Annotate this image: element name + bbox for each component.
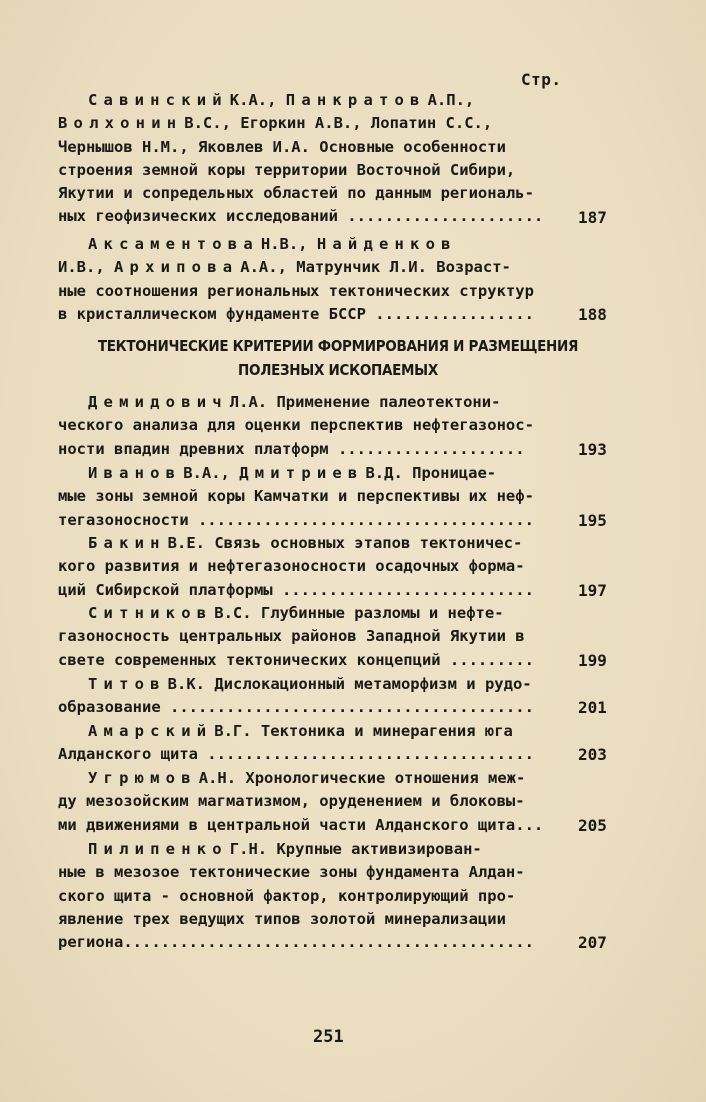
toc-entry-text — [58, 696, 534, 719]
author-surname: Демидович — [88, 393, 228, 411]
toc-entry-line — [58, 182, 618, 205]
toc-entry-text — [58, 790, 525, 813]
toc-entry-text — [88, 602, 504, 625]
toc-entry-line — [58, 303, 618, 326]
toc-page-number: 199 — [578, 650, 607, 670]
toc-text-segment: ные соотношения региональных тектонических структур — [58, 281, 534, 300]
toc-entry-line — [58, 673, 618, 696]
toc-text-segment: А.Н. Хронологические отношения меж- — [198, 769, 526, 787]
toc-entry — [58, 233, 618, 326]
toc-page-number: 195 — [578, 510, 607, 530]
toc-entry-line — [58, 532, 618, 555]
toc-text-segment: строения земной коры территории Восточной Сибири, — [58, 160, 516, 179]
toc-entry-line — [58, 89, 618, 112]
toc-entry — [58, 89, 618, 229]
toc-entry-text — [58, 280, 534, 303]
toc-entry-text — [58, 579, 534, 602]
author-surname: Угрюмов — [88, 769, 197, 787]
toc-entry-text — [58, 438, 525, 461]
author-surname: Волхонин — [58, 114, 183, 133]
page-number: 251 — [313, 1027, 344, 1047]
toc-page-number: 205 — [578, 815, 607, 835]
toc-text-segment: мые зоны земной коры Камчатки и перспективы их неф- — [58, 487, 534, 506]
toc-entry-line — [58, 462, 618, 485]
toc-entry-text — [58, 555, 525, 578]
toc-text-segment: кого развития и нефтегазоносности осадочных форма- — [58, 557, 525, 576]
toc-entry — [58, 720, 618, 767]
toc-page-number: 193 — [578, 439, 607, 459]
toc-entry-text — [58, 908, 506, 931]
toc-entry-text — [58, 414, 534, 437]
toc-entry-text — [58, 861, 525, 884]
toc-text-segment: В.Г. Тектоника и минерагения юга — [214, 722, 513, 740]
toc-entry-line — [58, 509, 618, 532]
toc-text-segment: В.Д. Проницае- — [365, 464, 497, 482]
toc-entry-text — [88, 532, 522, 555]
author-surname: Найденков — [316, 235, 457, 253]
toc-entry-text — [58, 205, 543, 228]
toc-text-segment: газоносность центральных районов Западной Якутии в — [58, 627, 525, 646]
toc-entry-line — [58, 555, 618, 578]
toc-text-segment: ского щита - основной фактор, контролирующий про- — [58, 886, 516, 905]
author-surname: Амарский — [88, 722, 213, 740]
toc-text-segment: Г.Н. Крупные активизирован- — [229, 840, 482, 858]
toc-entry-line — [58, 579, 618, 602]
toc-text-segment: А.А., Матрунчик Л.И. Возраст- — [240, 258, 511, 277]
page-column-label: Стр. — [521, 70, 562, 89]
toc-entry-line — [58, 767, 618, 790]
toc-entry-text — [58, 112, 492, 135]
toc-entry-line — [58, 233, 618, 256]
author-surname: Савинский — [88, 91, 228, 109]
toc-entry-line — [58, 485, 618, 508]
toc-entry — [58, 462, 618, 532]
toc-entry-text — [58, 159, 515, 182]
section-heading-line: ПОЛЕЗНЫХ ИСКОПАЕМЫХ — [238, 361, 438, 379]
toc-entry-line — [58, 885, 618, 908]
toc-text-segment: ческого анализа для оценки перспектив нефтегазонос- — [58, 416, 534, 435]
toc-entry-line — [58, 280, 618, 303]
author-surname: Ситников — [88, 604, 213, 622]
toc-text-segment: Л.А. Применение палеотектони- — [229, 393, 501, 411]
toc-entry-line — [58, 602, 618, 625]
toc-entry-line — [58, 438, 618, 461]
toc-entry-line — [58, 908, 618, 931]
toc-entry-text — [58, 256, 511, 279]
toc-text-segment: ности впадин древних платформ .................... — [58, 439, 525, 458]
toc-entry-line — [58, 414, 618, 437]
toc-entry-text — [88, 767, 525, 790]
toc-entry-line — [58, 256, 618, 279]
toc-entry-text — [58, 814, 543, 837]
toc-text-segment: Н.В., — [260, 235, 317, 253]
toc-entry-text — [88, 233, 459, 256]
toc-entry-line — [58, 743, 618, 766]
toc-entry-line — [58, 696, 618, 719]
toc-text-segment: явление трех ведущих типов золотой минерализации — [58, 909, 506, 928]
toc-page-number: 201 — [578, 698, 607, 718]
author-surname: Архипова — [114, 258, 239, 277]
toc-entry — [58, 602, 618, 672]
toc-entry-text — [58, 625, 525, 648]
toc-entry-line — [58, 814, 618, 837]
toc-text-segment: В.С., Егоркин А.В., Лопатин С.С., — [184, 114, 493, 133]
toc-text-segment: В.С. Глубинные разломы и нефте- — [214, 604, 504, 622]
toc-entry — [58, 767, 618, 837]
toc-entry-line — [58, 861, 618, 884]
toc-entry-line — [58, 790, 618, 813]
toc-entry-text — [58, 485, 534, 508]
toc-text-segment: В.К. Дислокационный метаморфизм и рудо- — [167, 675, 532, 693]
toc-entry-text — [58, 743, 534, 766]
toc-entry — [58, 838, 618, 954]
toc-text-segment: К.А., — [229, 91, 286, 109]
toc-text-segment: В.Е. Связь основных этапов тектоничес- — [167, 534, 523, 552]
author-surname: Бакин — [88, 534, 166, 552]
toc-text-segment: А.П., — [427, 91, 475, 109]
toc-entry-text — [58, 931, 534, 954]
toc-text-segment: В.А., — [183, 464, 240, 482]
toc-page-number: 187 — [578, 207, 607, 227]
toc-entry-text — [88, 391, 500, 414]
toc-entry-text — [58, 885, 515, 908]
toc-entry-text — [58, 182, 534, 205]
toc-entry — [58, 532, 618, 602]
toc-text-segment: Чернышов Н.М., Яковлев И.А. Основные особенности — [58, 137, 506, 156]
toc-text-segment: региона............................................ — [58, 933, 534, 952]
author-surname: Пилипенко — [88, 840, 228, 858]
toc-text-segment: ций Сибирской платформы ........................... — [58, 580, 534, 599]
section-heading-line: ТЕКТОНИЧЕСКИЕ КРИТЕРИИ ФОРМИРОВАНИЯ И РАЗМЕЩЕНИЯ — [97, 337, 579, 355]
author-surname: Титов — [88, 675, 166, 693]
toc-entry-line — [58, 136, 618, 159]
toc-text-segment: в кристаллическом фундаменте БССР ................. — [58, 304, 534, 323]
toc-text-segment: ных геофизических исследований ..................... — [58, 207, 544, 226]
toc-text-segment: Алданского щита ................................... — [58, 745, 534, 764]
toc-page-number: 207 — [578, 933, 607, 953]
toc-entry-text — [88, 462, 496, 485]
toc-text-segment: свете современных тектонических концепций ......... — [58, 650, 534, 669]
toc-entry-line — [58, 159, 618, 182]
toc-entry-text — [58, 509, 534, 532]
author-surname: Дмитриев — [239, 464, 364, 482]
author-surname: Иванов — [88, 464, 182, 482]
author-surname: Аксаментова — [88, 235, 259, 253]
toc-entry-line — [58, 391, 618, 414]
toc-entry — [58, 391, 618, 461]
toc-text-segment: И.В., — [58, 258, 114, 277]
toc-text-segment: ми движениями в центральной части Алданского щита... — [58, 815, 544, 834]
author-surname: Панкратов — [285, 91, 426, 109]
toc-entry-line — [58, 931, 618, 954]
toc-entry-text — [88, 838, 482, 861]
toc-entry-text — [88, 720, 513, 743]
toc-entry-text — [88, 89, 474, 112]
toc-entry-line — [58, 649, 618, 672]
toc-entry-line — [58, 625, 618, 648]
toc-text-segment: ду мезозойским магматизмом, оруденением и блоковы- — [58, 792, 525, 811]
toc-entry-line — [58, 112, 618, 135]
toc-text-segment: ные в мезозое тектонические зоны фундамента Алдан- — [58, 863, 525, 882]
toc-text-segment: тегазоносности .................................... — [58, 510, 534, 529]
toc-entry-text — [88, 673, 532, 696]
toc-entry — [58, 673, 618, 720]
toc-entry-line — [58, 838, 618, 861]
toc-entry-line — [58, 720, 618, 743]
toc-entry-line — [58, 205, 618, 228]
toc-text-segment: Якутии и сопредельных областей по данным региональ- — [58, 184, 534, 203]
toc-page-number: 203 — [578, 745, 607, 765]
toc-entry-text — [58, 649, 534, 672]
toc-page-number: 197 — [578, 580, 607, 600]
toc-entry-text — [58, 136, 506, 159]
toc-text-segment: образование ....................................... — [58, 698, 534, 717]
section-heading — [58, 334, 618, 382]
toc-page-number: 188 — [578, 304, 607, 324]
toc-entry-text — [58, 303, 534, 326]
